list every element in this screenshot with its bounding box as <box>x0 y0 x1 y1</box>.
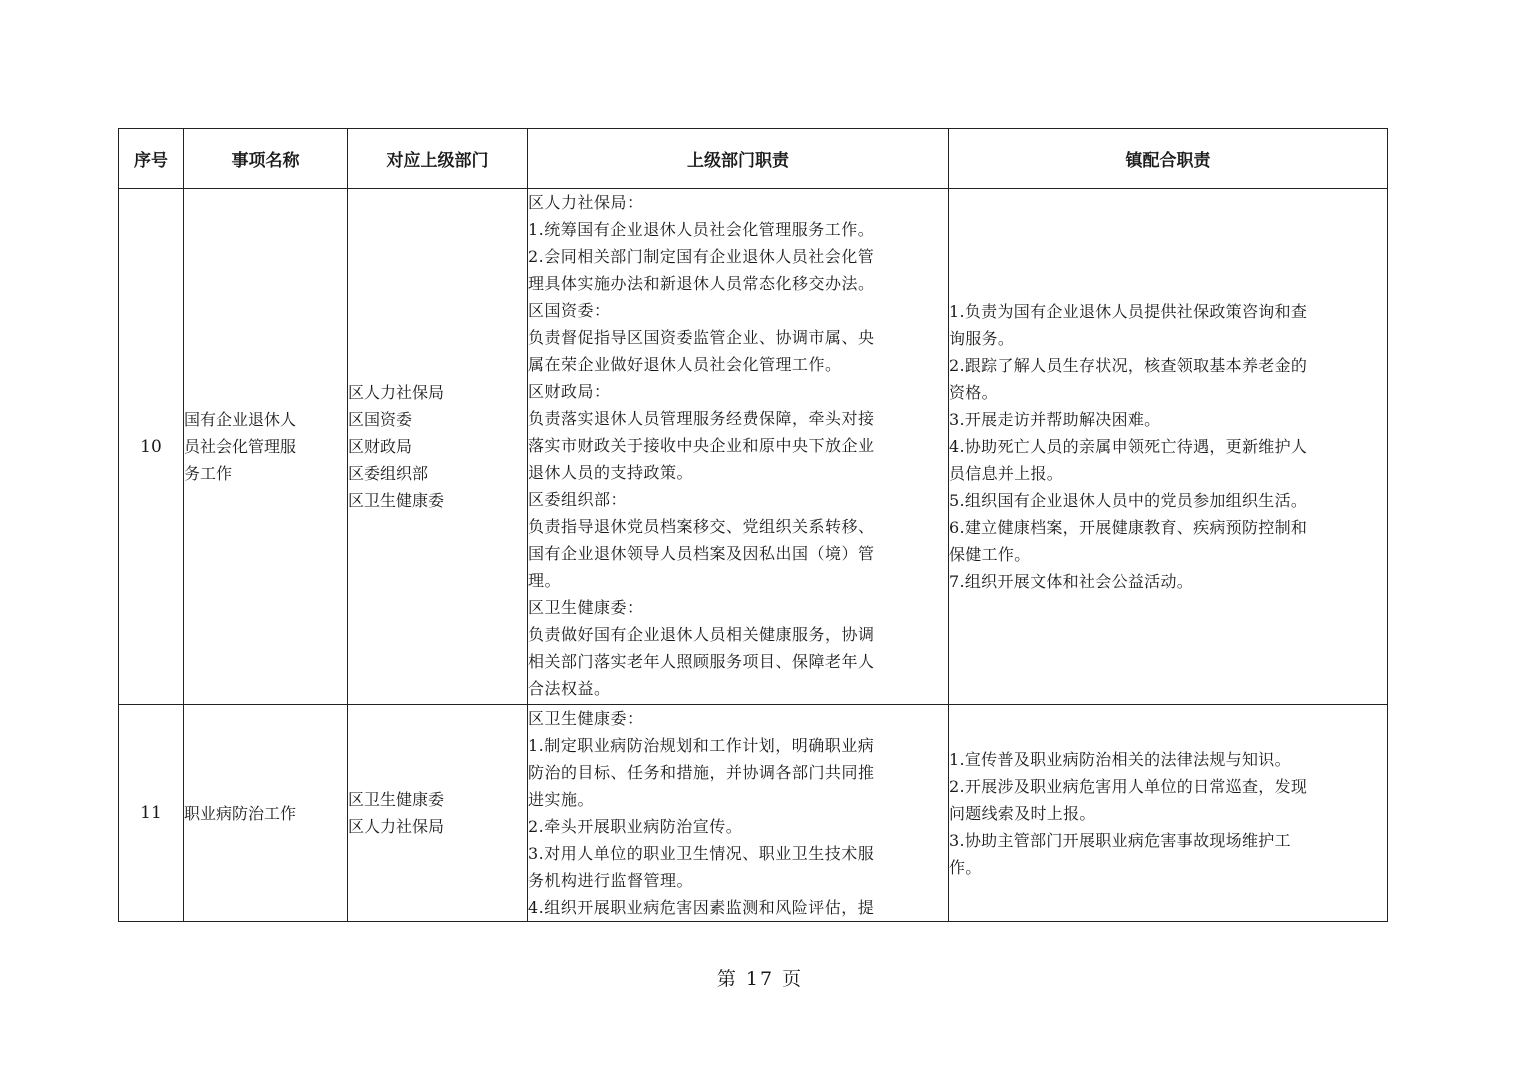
town-duty-line: 7.组织开展文体和社会公益活动。 <box>949 572 1194 591</box>
town-duty-line: 1.宣传普及职业病防治相关的法律法规与知识。 <box>949 749 1291 769</box>
town-duty-line: 1.负责为国有企业退休人员提供社保政策咨询和查 <box>949 302 1308 321</box>
upper-duty-line: 区财政局： <box>528 382 611 401</box>
header-row <box>119 129 1388 189</box>
upper-duties-clip <box>528 705 948 921</box>
town-duty-line: 2.跟踪了解人员生存状况，核查领取基本养老金的 <box>949 356 1308 375</box>
town-duties <box>949 705 1388 922</box>
upper-duty-line: 4.组织开展职业病危害因素监测和风险评估，提 <box>528 898 875 917</box>
upper-duty-line: 属在荣企业做好退休人员社会化管理工作。 <box>528 355 842 374</box>
upper-duty-line: 进实施。 <box>528 790 595 809</box>
upper-duty-line: 3.对用人单位的职业卫生情况、职业卫生技术服 <box>528 844 875 863</box>
town-duty-line: 作。 <box>949 857 982 877</box>
upper-duty-line: 1.制定职业病防治规划和工作计划，明确职业病 <box>528 736 875 755</box>
town-duty-line: 4.协助死亡人员的亲属申领死亡待遇，更新维护人 <box>949 437 1308 456</box>
upper-duty-line: 相关部门落实老年人照顾服务项目、保障老年人 <box>528 652 875 671</box>
upper-duty-line: 负责落实退休人员管理服务经费保障，牵头对接 <box>528 409 875 428</box>
upper-duty-line: 区卫生健康委： <box>528 709 644 728</box>
department: 区卫生健康委 <box>348 790 445 809</box>
upper-duty-line: 区卫生健康委： <box>528 598 644 617</box>
town-duty-line: 2.开展涉及职业病危害用人单位的日常巡查，发现 <box>949 776 1308 796</box>
item-name-line: 员社会化管理服 <box>184 437 297 456</box>
upper-duty-line: 2.会同相关部门制定国有企业退休人员社会化管 <box>528 247 875 266</box>
department: 区财政局 <box>348 437 413 456</box>
town-duty-line: 5.组织国有企业退休人员中的党员参加组织生活。 <box>949 491 1308 510</box>
row-number: 11 <box>119 705 184 922</box>
upper-duty-line: 合法权益。 <box>528 679 611 698</box>
upper-duty-line: 落实市财政关于接收中央企业和原中央下放企业 <box>528 436 875 455</box>
town-duty-line: 问题线索及时上报。 <box>949 803 1096 823</box>
item-name-line: 务工作 <box>184 464 233 483</box>
header-name: 事项名称 <box>184 129 348 189</box>
item-name-line: 职业病防治工作 <box>184 803 297 823</box>
table-row <box>119 705 1388 922</box>
table-row <box>119 189 1388 705</box>
department: 区委组织部 <box>348 464 429 483</box>
upper-duty-line: 防治的目标、任务和措施，并协调各部门共同推 <box>528 763 875 782</box>
duty-table <box>118 128 1388 922</box>
header-upper-duty: 上级部门职责 <box>528 129 949 189</box>
header-town-duty: 镇配合职责 <box>949 129 1388 189</box>
upper-duty-line: 区国资委： <box>528 301 611 320</box>
upper-duty-line: 负责做好国有企业退休人员相关健康服务，协调 <box>528 625 875 644</box>
item-name <box>184 189 348 705</box>
town-duty-line: 3.协助主管部门开展职业病危害事故现场维护工 <box>949 830 1291 850</box>
upper-duties <box>528 705 949 922</box>
department: 区国资委 <box>348 410 413 429</box>
town-duty-line: 3.开展走访并帮助解决困难。 <box>949 410 1161 429</box>
town-duty-line: 6.建立健康档案，开展健康教育、疾病预防控制和 <box>949 518 1308 537</box>
upper-duty-line: 国有企业退休领导人员档案及因私出国（境）管 <box>528 544 875 563</box>
town-duty-line: 询服务。 <box>949 329 1015 348</box>
header-no: 序号 <box>119 129 184 189</box>
upper-duty-line: 区人力社保局： <box>528 193 644 212</box>
upper-duty-line: 退休人员的支持政策。 <box>528 463 694 482</box>
upper-duty-line: 2.牵头开展职业病防治宣传。 <box>528 817 743 836</box>
town-duty-line: 保健工作。 <box>949 545 1031 564</box>
page-number: 第 17 页 <box>716 968 804 990</box>
item-name <box>184 705 348 922</box>
upper-duty-line: 负责指导退休党员档案移交、党组织关系转移、 <box>528 517 875 536</box>
upper-departments <box>348 189 528 705</box>
town-duty-line: 资格。 <box>949 383 998 402</box>
department: 区人力社保局 <box>348 817 445 836</box>
upper-duty-line: 务机构进行监督管理。 <box>528 871 694 890</box>
upper-duties <box>528 189 949 705</box>
department: 区人力社保局 <box>348 383 445 402</box>
upper-departments <box>348 705 528 922</box>
town-duties <box>949 189 1388 705</box>
upper-duty-line: 理具体实施办法和新退休人员常态化移交办法。 <box>528 274 875 293</box>
town-duty-line: 员信息并上报。 <box>949 464 1064 483</box>
upper-duty-line: 区委组织部： <box>528 490 628 509</box>
upper-duty-line: 理。 <box>528 571 562 590</box>
upper-duty-line: 负责督促指导区国资委监管企业、协调市属、央 <box>528 328 875 347</box>
upper-duty-line: 1.统筹国有企业退休人员社会化管理服务工作。 <box>528 220 875 239</box>
department: 区卫生健康委 <box>348 491 445 510</box>
header-dept: 对应上级部门 <box>348 129 528 189</box>
item-name-line: 国有企业退休人 <box>184 410 297 429</box>
row-number: 10 <box>119 189 184 705</box>
